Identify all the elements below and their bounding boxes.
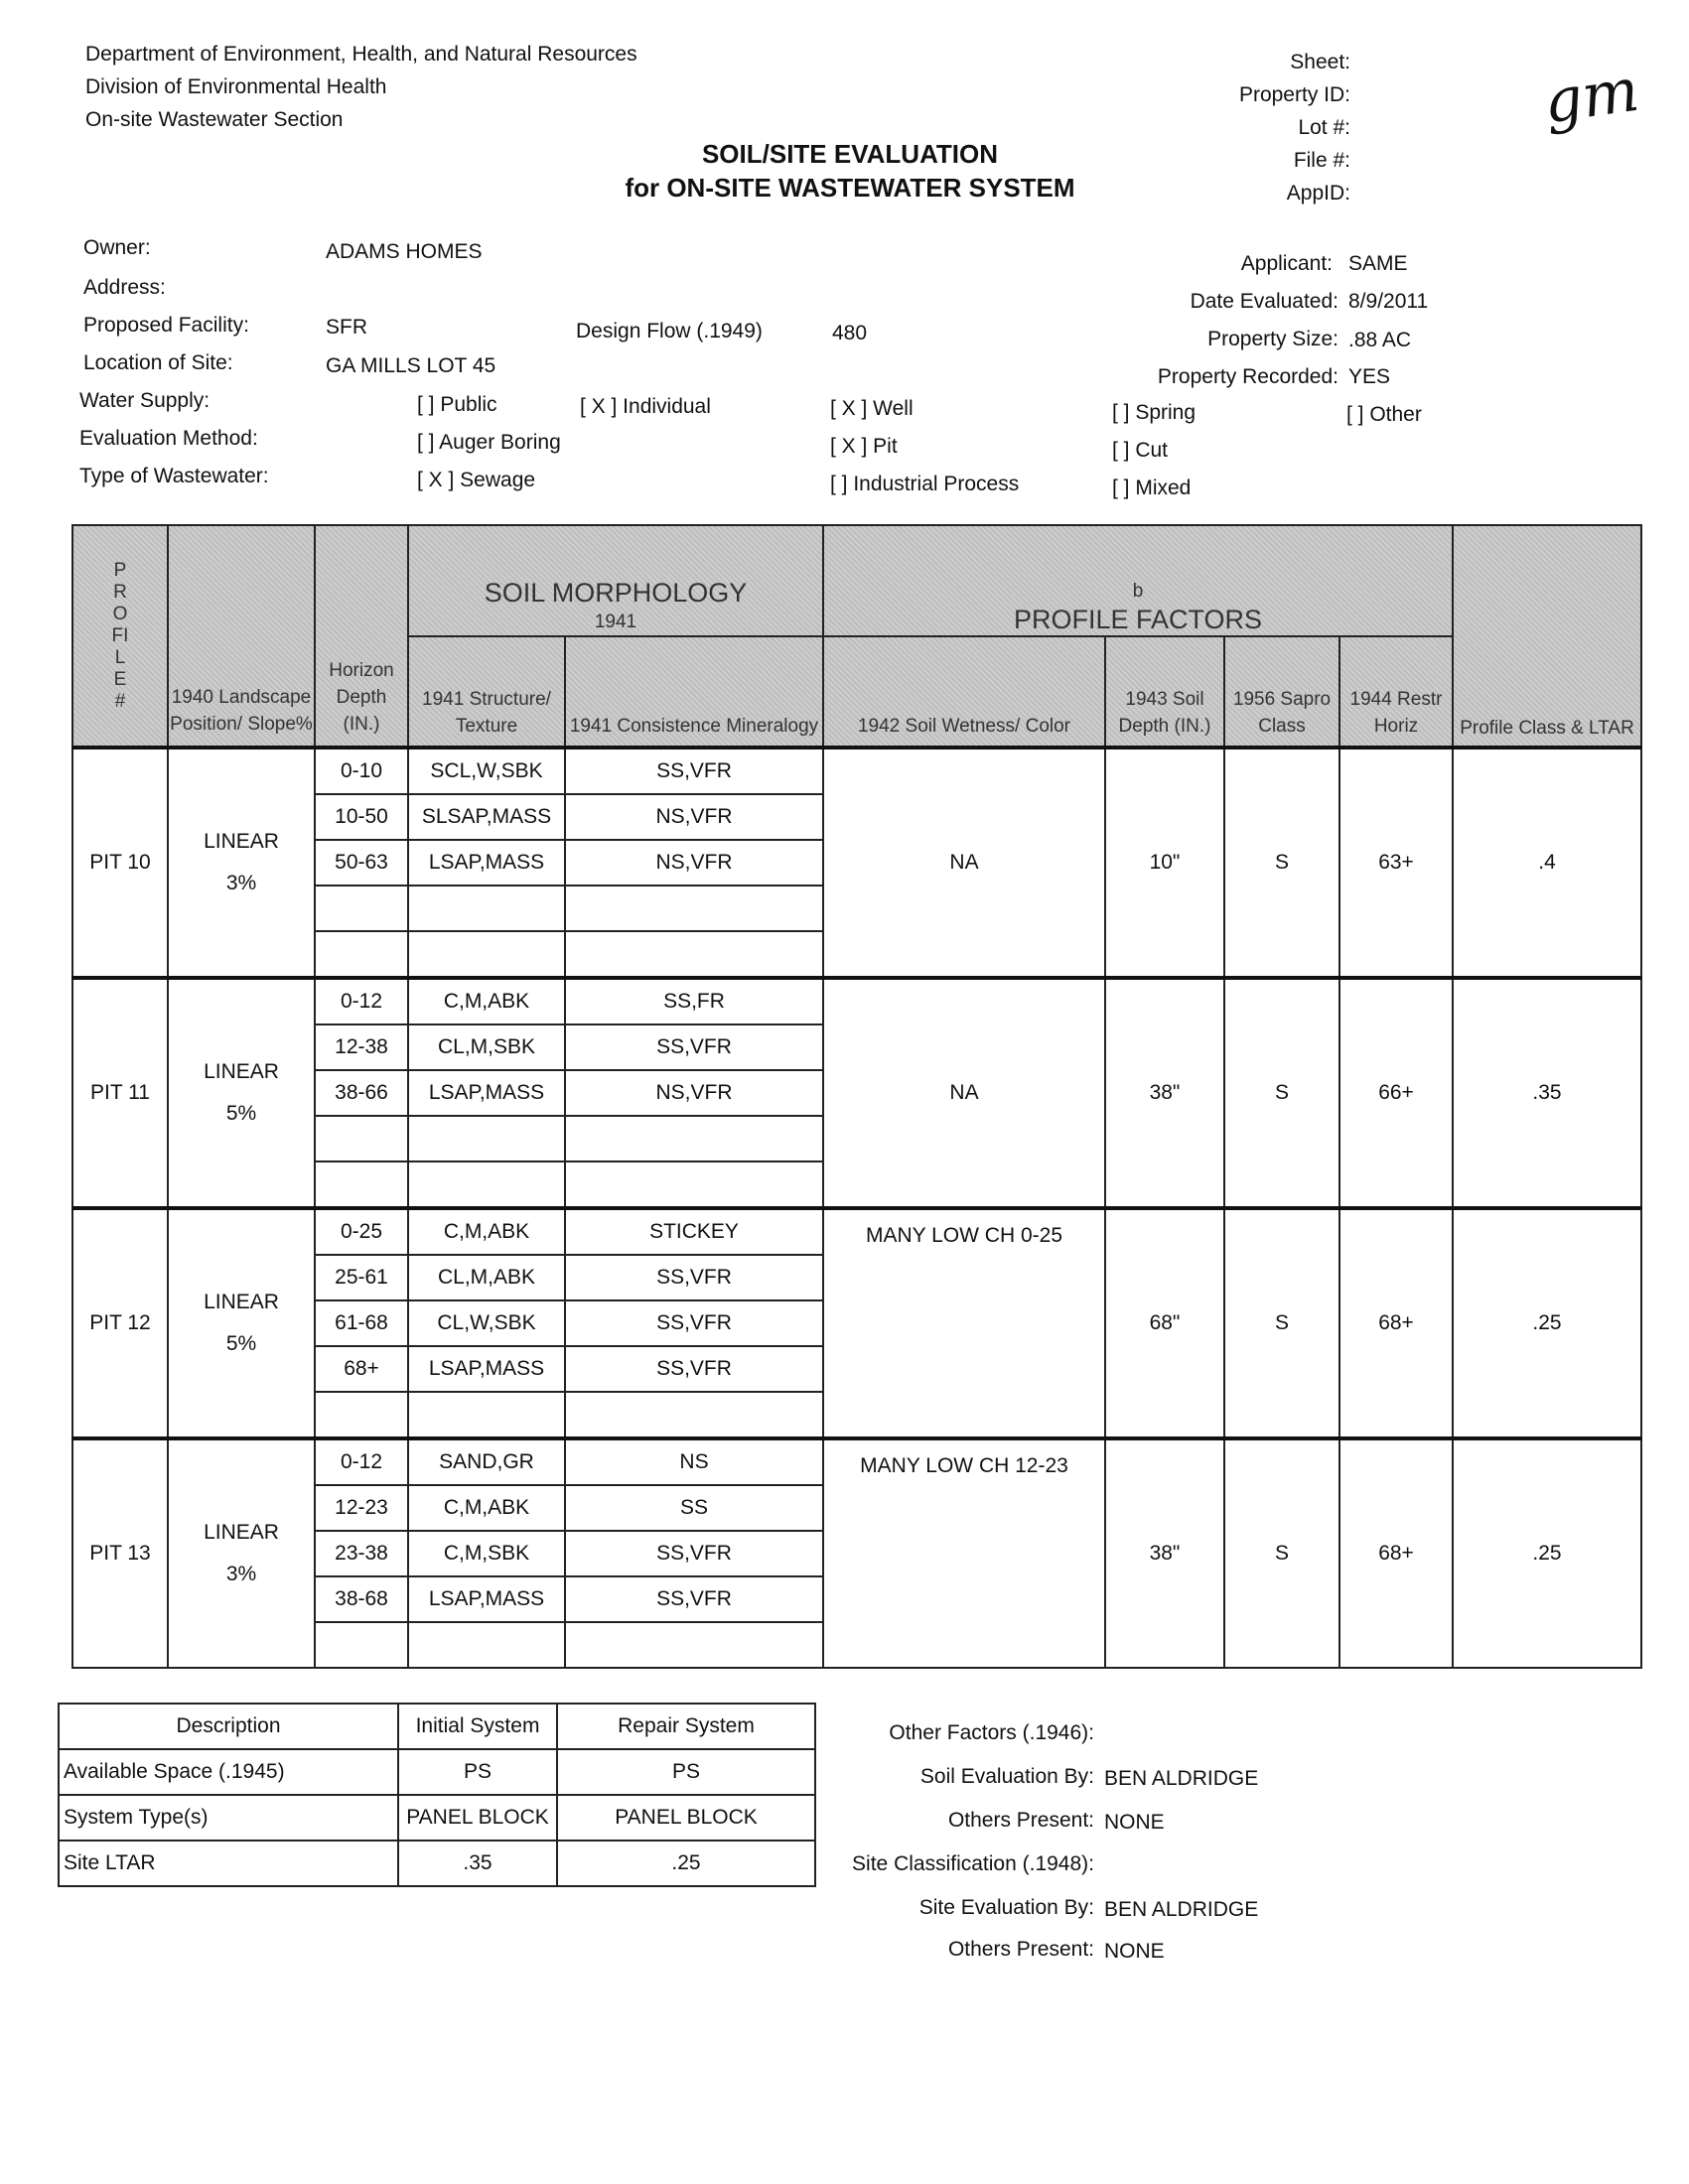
header-consistence: 1941 Consistence Mineralogy [565, 636, 823, 748]
pit-restr: 68+ [1339, 1438, 1453, 1668]
profile-factors-b: b [1132, 581, 1144, 602]
pit-wetness: MANY LOW CH 12-23 [823, 1438, 1105, 1668]
water-other: [ ] Other [1346, 403, 1422, 426]
horizon-consistence [565, 1116, 823, 1161]
horizon-consistence [565, 1622, 823, 1668]
system-row-repair: .25 [557, 1841, 815, 1886]
horizon-consistence: NS,VFR [565, 794, 823, 840]
pit-sapro: S [1224, 978, 1339, 1208]
table-row [72, 1438, 1641, 1485]
table-row [72, 748, 1641, 794]
horizon-consistence: NS,VFR [565, 1070, 823, 1116]
pit-landscape-position: LINEAR [204, 830, 279, 853]
size-label: Property Size: [1207, 328, 1338, 350]
owner-value: ADAMS HOMES [326, 240, 483, 263]
address-label: Address: [83, 276, 166, 299]
file-label: File #: [1293, 149, 1350, 172]
form-title-line-2: for ON-SITE WASTEWATER SYSTEM [625, 173, 1075, 203]
horizon-structure: C,M,ABK [408, 978, 565, 1024]
system-row-repair: PS [557, 1749, 815, 1795]
horizon-structure [408, 886, 565, 931]
table-row [72, 978, 1641, 1024]
pit-ltar: .35 [1453, 978, 1641, 1208]
table-row [72, 1208, 1641, 1255]
location-label: Location of Site: [83, 351, 233, 374]
pit-landscape-position: LINEAR [204, 1291, 279, 1313]
site-eval-label: Site Evaluation By: [918, 1896, 1094, 1919]
others-present-value: NONE [1104, 1811, 1165, 1834]
horizon-depth [315, 1392, 408, 1438]
horizon-structure: SCL,W,SBK [408, 748, 565, 794]
header-restr: 1944 Restr Horiz [1339, 636, 1453, 748]
header-profile [72, 525, 168, 748]
horizon-depth: 61-68 [315, 1300, 408, 1346]
agency-line-1: Department of Environment, Health, and Natural Resources [85, 43, 637, 66]
horizon-structure: C,M,ABK [408, 1485, 565, 1531]
date-value: 8/9/2011 [1348, 290, 1429, 313]
pit-slope: 3% [225, 872, 257, 894]
method-pit: [ X ] Pit [830, 435, 898, 458]
site-eval-value: BEN ALDRIDGE [1104, 1898, 1259, 1921]
pit-name: PIT 13 [72, 1438, 168, 1668]
pit-soil-depth: 10" [1105, 748, 1224, 978]
horizon-structure: SAND,GR [408, 1438, 565, 1485]
pit-slope: 5% [225, 1102, 257, 1125]
location-value: GA MILLS LOT 45 [326, 354, 496, 377]
others-present-2-value: NONE [1104, 1940, 1165, 1963]
horizon-depth: 0-25 [315, 1208, 408, 1255]
horizon-depth: 50-63 [315, 840, 408, 886]
owner-label: Owner: [83, 236, 151, 259]
horizon-consistence: SS,VFR [565, 1300, 823, 1346]
soil-eval-value: BEN ALDRIDGE [1104, 1767, 1259, 1790]
pit-wetness: NA [823, 748, 1105, 978]
pit-name: PIT 12 [72, 1208, 168, 1438]
header-ltar: Profile Class & LTAR [1453, 525, 1641, 748]
water-public: [ ] Public [417, 393, 497, 416]
soil-eval-label: Soil Evaluation By: [919, 1765, 1094, 1788]
pit-ltar: .4 [1453, 748, 1641, 978]
horizon-consistence: SS,VFR [565, 1531, 823, 1576]
water-spring: [ ] Spring [1112, 401, 1196, 424]
header-profile-text: PROFILE# [111, 559, 129, 712]
horizon-consistence: SS,VFR [565, 1346, 823, 1392]
pit-wetness: MANY LOW CH 0-25 [823, 1208, 1105, 1438]
wastewater-sewage: [ X ] Sewage [417, 469, 536, 491]
lot-label: Lot #: [1298, 116, 1350, 139]
handwritten-initials: gm [1539, 55, 1643, 138]
horizon-consistence [565, 1161, 823, 1208]
horizon-depth: 38-68 [315, 1576, 408, 1622]
others-present-2-label: Others Present: [947, 1938, 1094, 1961]
pit-rows [72, 748, 1641, 1668]
horizon-depth: 25-61 [315, 1255, 408, 1300]
header-structure: 1941 Structure/ Texture [408, 636, 565, 748]
method-label: Evaluation Method: [79, 427, 258, 450]
horizon-structure: LSAP,MASS [408, 1346, 565, 1392]
design-flow-label: Design Flow (.1949) [576, 320, 763, 342]
horizon-structure [408, 931, 565, 978]
wastewater-mixed: [ ] Mixed [1112, 477, 1192, 499]
method-auger: [ ] Auger Boring [417, 431, 561, 454]
water-well: [ X ] Well [830, 397, 914, 420]
horizon-structure [408, 1622, 565, 1668]
facility-value: SFR [326, 316, 367, 339]
horizon-consistence: SS,FR [565, 978, 823, 1024]
pit-landscape [168, 1208, 315, 1438]
wastewater-industrial: [ ] Industrial Process [830, 473, 1020, 495]
soil-evaluation-table [71, 524, 1642, 1669]
pit-sapro: S [1224, 748, 1339, 978]
applicant-label: Applicant: [1240, 252, 1333, 275]
horizon-consistence: NS,VFR [565, 840, 823, 886]
horizon-depth [315, 1116, 408, 1161]
system-header-repair: Repair System [557, 1704, 815, 1749]
design-flow-value: 480 [832, 322, 868, 344]
pit-sapro: S [1224, 1438, 1339, 1668]
horizon-consistence: STICKEY [565, 1208, 823, 1255]
site-class-label: Site Classification (.1948): [852, 1852, 1094, 1875]
horizon-structure: C,M,SBK [408, 1531, 565, 1576]
horizon-structure: SLSAP,MASS [408, 794, 565, 840]
agency-line-2: Division of Environmental Health [85, 75, 387, 98]
horizon-structure: CL,M,ABK [408, 1255, 565, 1300]
horizon-consistence: NS [565, 1438, 823, 1485]
method-cut: [ ] Cut [1112, 439, 1169, 462]
pit-soil-depth: 38" [1105, 978, 1224, 1208]
header-sapro: 1956 Sapro Class [1224, 636, 1339, 748]
horizon-structure: LSAP,MASS [408, 1576, 565, 1622]
horizon-structure: CL,M,SBK [408, 1024, 565, 1070]
horizon-consistence: SS,VFR [565, 1576, 823, 1622]
horizon-consistence [565, 886, 823, 931]
app-id-label: AppID: [1286, 182, 1350, 205]
horizon-consistence: SS,VFR [565, 1255, 823, 1300]
pit-landscape-position: LINEAR [204, 1060, 279, 1083]
horizon-depth: 0-10 [315, 748, 408, 794]
system-row-initial: .35 [398, 1841, 557, 1886]
system-header-initial: Initial System [398, 1704, 557, 1749]
horizon-structure: C,M,ABK [408, 1208, 565, 1255]
header-soil-depth: 1943 Soil Depth (IN.) [1105, 636, 1224, 748]
horizon-structure [408, 1392, 565, 1438]
pit-restr: 68+ [1339, 1208, 1453, 1438]
recorded-value: YES [1348, 365, 1391, 388]
wastewater-label: Type of Wastewater: [79, 465, 269, 487]
water-supply-label: Water Supply: [79, 389, 211, 412]
property-id-label: Property ID: [1238, 83, 1350, 106]
system-row-initial: PANEL BLOCK [398, 1795, 557, 1841]
soil-morphology-code: 1941 [594, 612, 637, 632]
others-present-label: Others Present: [947, 1809, 1094, 1832]
agency-line-3: On-site Wastewater Section [85, 108, 344, 131]
horizon-structure: CL,W,SBK [408, 1300, 565, 1346]
horizon-depth [315, 931, 408, 978]
pit-slope: 5% [225, 1332, 257, 1355]
header-profile-factors [823, 525, 1453, 636]
horizon-depth: 0-12 [315, 1438, 408, 1485]
horizon-depth: 23-38 [315, 1531, 408, 1576]
pit-soil-depth: 68" [1105, 1208, 1224, 1438]
recorded-label: Property Recorded: [1157, 365, 1338, 388]
pit-restr: 66+ [1339, 978, 1453, 1208]
pit-landscape [168, 1438, 315, 1668]
system-row-label: Available Space (.1945) [59, 1749, 398, 1795]
size-value: .88 AC [1348, 329, 1412, 351]
horizon-depth: 10-50 [315, 794, 408, 840]
horizon-structure: LSAP,MASS [408, 840, 565, 886]
horizon-depth: 12-23 [315, 1485, 408, 1531]
sheet-label: Sheet: [1290, 51, 1350, 73]
horizon-structure [408, 1161, 565, 1208]
pit-sapro: S [1224, 1208, 1339, 1438]
form-title-line-1: SOIL/SITE EVALUATION [701, 139, 999, 169]
pit-ltar: .25 [1453, 1438, 1641, 1668]
system-row-initial: PS [398, 1749, 557, 1795]
header-horizon: Horizon Depth (IN.) [315, 525, 408, 748]
pit-name: PIT 10 [72, 748, 168, 978]
horizon-depth: 38-66 [315, 1070, 408, 1116]
pit-ltar: .25 [1453, 1208, 1641, 1438]
pit-landscape [168, 978, 315, 1208]
horizon-depth [315, 1622, 408, 1668]
pit-restr: 63+ [1339, 748, 1453, 978]
horizon-consistence: SS,VFR [565, 748, 823, 794]
agency-header [85, 38, 637, 136]
header-landscape: 1940 Landscape Position/ Slope% [168, 525, 315, 748]
soil-morphology-title: SOIL MORPHOLOGY [484, 578, 748, 608]
pit-landscape-position: LINEAR [204, 1521, 279, 1544]
applicant-value: SAME [1348, 252, 1408, 275]
other-factors-label: Other Factors (.1946): [889, 1721, 1094, 1744]
horizon-structure: LSAP,MASS [408, 1070, 565, 1116]
header-wetness: 1942 Soil Wetness/ Color [823, 636, 1105, 748]
pit-slope: 3% [225, 1563, 257, 1585]
date-label: Date Evaluated: [1190, 290, 1338, 313]
pit-name: PIT 11 [72, 978, 168, 1208]
horizon-consistence [565, 931, 823, 978]
horizon-depth [315, 886, 408, 931]
pit-soil-depth: 38" [1105, 1438, 1224, 1668]
id-block [933, 46, 1350, 209]
horizon-structure [408, 1116, 565, 1161]
system-row-label: System Type(s) [59, 1795, 398, 1841]
horizon-consistence [565, 1392, 823, 1438]
facility-label: Proposed Facility: [83, 314, 249, 337]
system-row-label: Site LTAR [59, 1841, 398, 1886]
horizon-consistence: SS [565, 1485, 823, 1531]
system-row-repair: PANEL BLOCK [557, 1795, 815, 1841]
pit-landscape [168, 748, 315, 978]
header-soil-morphology [408, 525, 823, 636]
system-header-description: Description [59, 1704, 398, 1749]
horizon-consistence: SS,VFR [565, 1024, 823, 1070]
horizon-depth [315, 1161, 408, 1208]
water-individual: [ X ] Individual [580, 395, 711, 418]
horizon-depth: 0-12 [315, 978, 408, 1024]
profile-factors-title: PROFILE FACTORS [1013, 605, 1263, 634]
horizon-depth: 68+ [315, 1346, 408, 1392]
horizon-depth: 12-38 [315, 1024, 408, 1070]
pit-wetness: NA [823, 978, 1105, 1208]
